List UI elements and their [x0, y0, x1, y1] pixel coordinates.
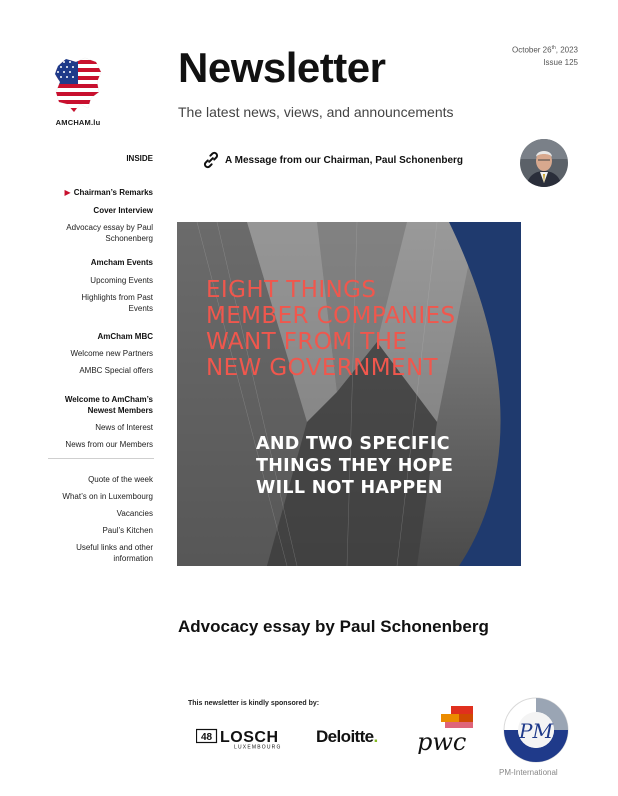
chairman-message-link[interactable] [200, 148, 463, 172]
sidebar-item-label: Schonenberg [105, 234, 153, 243]
sidebar-item-upcoming-events[interactable]: Upcoming Events [90, 276, 153, 285]
pm-international-logo[interactable] [502, 696, 570, 764]
issue-number: Issue 125 [543, 57, 578, 67]
sidebar-item-pauls-kitchen[interactable]: Paul’s Kitchen [102, 526, 153, 535]
sidebar-divider [48, 458, 154, 459]
amcham-logo[interactable] [52, 56, 104, 114]
issue-date: October 26th, 2023 [512, 45, 578, 55]
sidebar-item-label: Newest Members [87, 406, 153, 415]
sidebar-item-useful-links[interactable] [76, 542, 153, 564]
sidebar-item-label: information [113, 554, 153, 563]
sidebar-item-chairmans-remarks[interactable]: ▶ Chairman’s Remarks [64, 188, 153, 197]
chairman-avatar [520, 139, 568, 187]
cover-subhead: AND TWO SPECIFIC THINGS THEY HOPE WILL NOT HAPPEN [256, 434, 454, 498]
svg-text:pwc: pwc [417, 728, 467, 754]
svg-text:LOSCH: LOSCH [220, 729, 279, 746]
current-section-arrow-icon: ▶ [64, 188, 71, 197]
sidebar-section-amcham-events[interactable]: Amcham Events [90, 258, 153, 267]
svg-text:48: 48 [200, 732, 213, 743]
sidebar-item-advocacy-essay[interactable] [66, 222, 153, 244]
sidebar-item-label: Advocacy essay by Paul [66, 223, 153, 232]
city-background [177, 222, 521, 566]
sidebar-item-quote-of-week[interactable]: Quote of the week [88, 475, 153, 484]
sidebar-item-news-from-members[interactable]: News from our Members [65, 440, 153, 449]
chairman-message-text: A Message from our Chairman, Paul Schonenberg [225, 154, 464, 166]
cover-article-image[interactable] [177, 222, 521, 566]
sidebar-item-ambc-offers[interactable]: AMBC Special offers [79, 366, 153, 375]
pwc-logo[interactable] [415, 704, 477, 754]
sidebar-item-cover-interview[interactable]: Cover Interview [93, 206, 153, 215]
svg-text:PM: PM [519, 719, 553, 743]
sidebar-item-label: Highlights from Past [81, 293, 153, 302]
deloitte-logo[interactable]: Deloitte. [316, 727, 378, 746]
sidebar-item-whats-on[interactable]: What’s on in Luxembourg [62, 492, 153, 501]
sidebar-section-newest-members[interactable] [65, 394, 153, 416]
sidebar-item-past-events[interactable] [81, 292, 153, 314]
logo-caption: AMCHAM.lu [55, 118, 101, 127]
cover-headline: EIGHT THINGS MEMBER COMPANIES WANT FROM THE NEW GOVERNMENT [206, 277, 456, 381]
article-title[interactable]: Advocacy essay by Paul Schonenberg [178, 617, 489, 636]
issue-date-block [512, 42, 578, 69]
sponsors-label: This newsletter is kindly sponsored by: [188, 700, 320, 707]
losch-logo[interactable] [196, 727, 299, 749]
svg-text:LUXEMBOURG: LUXEMBOURG [234, 744, 282, 749]
newsletter-title: Newsletter [178, 44, 386, 91]
sidebar-item-welcome-partners[interactable]: Welcome new Partners [70, 349, 153, 358]
sidebar-heading: INSIDE [126, 154, 153, 163]
sidebar-section-amcham-mbc[interactable]: AmCham MBC [97, 332, 153, 341]
sidebar-item-label: Useful links and other [76, 543, 153, 552]
sidebar-item-news-of-interest[interactable]: News of Interest [95, 423, 153, 432]
newsletter-subtitle: The latest news, views, and announcements [178, 104, 454, 120]
sidebar-item-label: Welcome to AmCham’s [64, 395, 153, 404]
sidebar-item-label: Events [128, 304, 153, 313]
sidebar-item-vacancies[interactable]: Vacancies [116, 509, 153, 518]
pm-international-caption: PM-International [499, 768, 558, 777]
link-icon [200, 149, 222, 171]
